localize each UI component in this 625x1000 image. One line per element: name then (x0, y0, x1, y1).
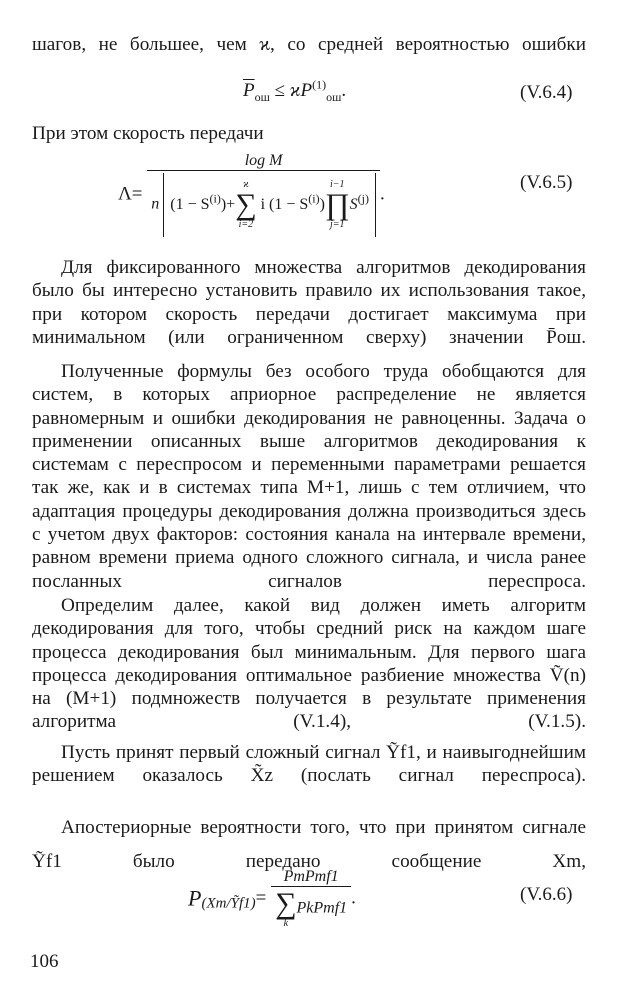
eq2-term1-close: )+ (220, 196, 236, 213)
eq2-term1: (1 − S (170, 196, 210, 213)
eq2-lhs: Λ= (118, 183, 143, 205)
eq3-tail: . (351, 887, 356, 909)
eq2-prod-bottom: j=1 (330, 219, 345, 231)
eq3-sum-bottom: k (283, 918, 289, 929)
eq3-lhs: P (188, 885, 202, 911)
eq2-sum-bottom: i=2 (238, 219, 254, 231)
paragraph-6-text: Пусть принят первый сложный сигнал Ỹf1, и наивыгоднейшим решением оказалось X̃z (послать сигнал переспроса). (32, 742, 586, 787)
eq3-denominator (271, 886, 351, 929)
eq2-number: (V.6.5) (520, 172, 573, 193)
paragraph-4 (32, 360, 586, 593)
equation-v-6-6 (188, 868, 356, 929)
eq1-relation: ≤ (274, 80, 286, 101)
eq3-numerator: PmPmf1 (283, 868, 339, 885)
eq2-bracket (163, 173, 376, 237)
eq2-denominator (147, 170, 380, 237)
paragraph-4-text: Полученные формулы без особого труда обобщаются для систем, в которых априорное распределение не является равномерным и ошибки декодирования не равноценны. Задача о применении описанных выше алгоритмов декодирования к системам с переспросом и переменными параметрами решается так же, как и в системах типа M+1, лишь с тем отличием, что адаптация процедуры декодирования должна производиться здесь с учетом двух факторов: состояния канала на интервале времени, равном времени приема одного сложного сигнала, и числа ранее посланных сигналов переспроса. (32, 361, 586, 592)
eq3-number: (V.6.6) (520, 884, 573, 905)
eq2-term2-sup: (i) (308, 191, 320, 206)
paragraph-6 (32, 741, 586, 788)
eq1-lhs-sub: ош (254, 89, 270, 104)
eq1-lhs: $\overline{P}$ (243, 80, 255, 101)
paragraph-1 (32, 33, 586, 56)
eq2-numerator: log M (244, 152, 283, 169)
eq2-term3-sup: (j) (357, 191, 369, 206)
eq1-rhs-p: P (300, 80, 313, 101)
eq2-term2: i (1 − S (260, 196, 309, 213)
eq2-sum-top: ϰ (243, 179, 249, 191)
eq3-sum (275, 889, 296, 929)
paragraph-2-text: При этом скорость передачи (32, 123, 264, 144)
equation-v-6-4 (243, 77, 347, 104)
eq1-kappa: ϰ (289, 80, 301, 101)
eq2-prod-top: i−1 (330, 179, 345, 191)
eq2-term2-close: ) (319, 196, 325, 213)
paragraph-5-text: Определим далее, какой вид должен иметь алгоритм декодирования для того, чтобы средний риск на каждом шаге процесса декодирования был минимальным. Для первого шага процесса декодирования оптимальное разбиение множества Ṽ(n) на (M+1) подмножеств получается в результате применения алгоритма (V.1.4), (V.1.5). (32, 595, 586, 733)
eq2-product: i−1 ∏ j=1 (324, 179, 350, 231)
eq3-fraction (271, 868, 351, 929)
eq3-sum-sign: ∑ (275, 887, 297, 920)
paragraph-3 (32, 256, 586, 349)
eq2-sum: ϰ ∑ i=2 (235, 179, 257, 231)
eq2-fraction (147, 152, 380, 237)
paragraph-2 (32, 122, 586, 145)
page-number: 106 (30, 951, 59, 972)
eq3-equals: = (255, 887, 267, 909)
eq3-lhs-sub: (Xm/Ỹf1) (201, 895, 256, 912)
eq1-tail: . (341, 80, 347, 101)
paragraph-1-text: шагов, не большее, чем ϰ, со средней вероятностью ошибки (32, 34, 586, 55)
paragraph-3-text: Для фиксированного множества алгоритмов декодирования было бы интересно установить правило их использования такое, при котором скорость передачи достигает максимума при минимальном (или ограниченном сверху) значении P̄ош. (32, 257, 586, 348)
eq2-term1-sup: (i) (209, 191, 221, 206)
eq1-rhs-sub: ош (326, 89, 342, 104)
paragraph-5 (32, 594, 586, 734)
eq1-rhs-sup: (1) (312, 77, 327, 92)
eq3-den-term: PkPmf1 (296, 899, 348, 917)
eq1-number: (V.6.4) (520, 82, 573, 103)
equation-v-6-5 (118, 152, 385, 237)
eq2-tail: . (379, 183, 385, 205)
paragraph-7-text: Апостериорные вероятности того, что при принятом сигнале Ỹf1 было передано сообщение Xm, (32, 817, 586, 872)
eq2-term3: S (349, 196, 358, 213)
eq2-den-n: n (151, 195, 160, 213)
